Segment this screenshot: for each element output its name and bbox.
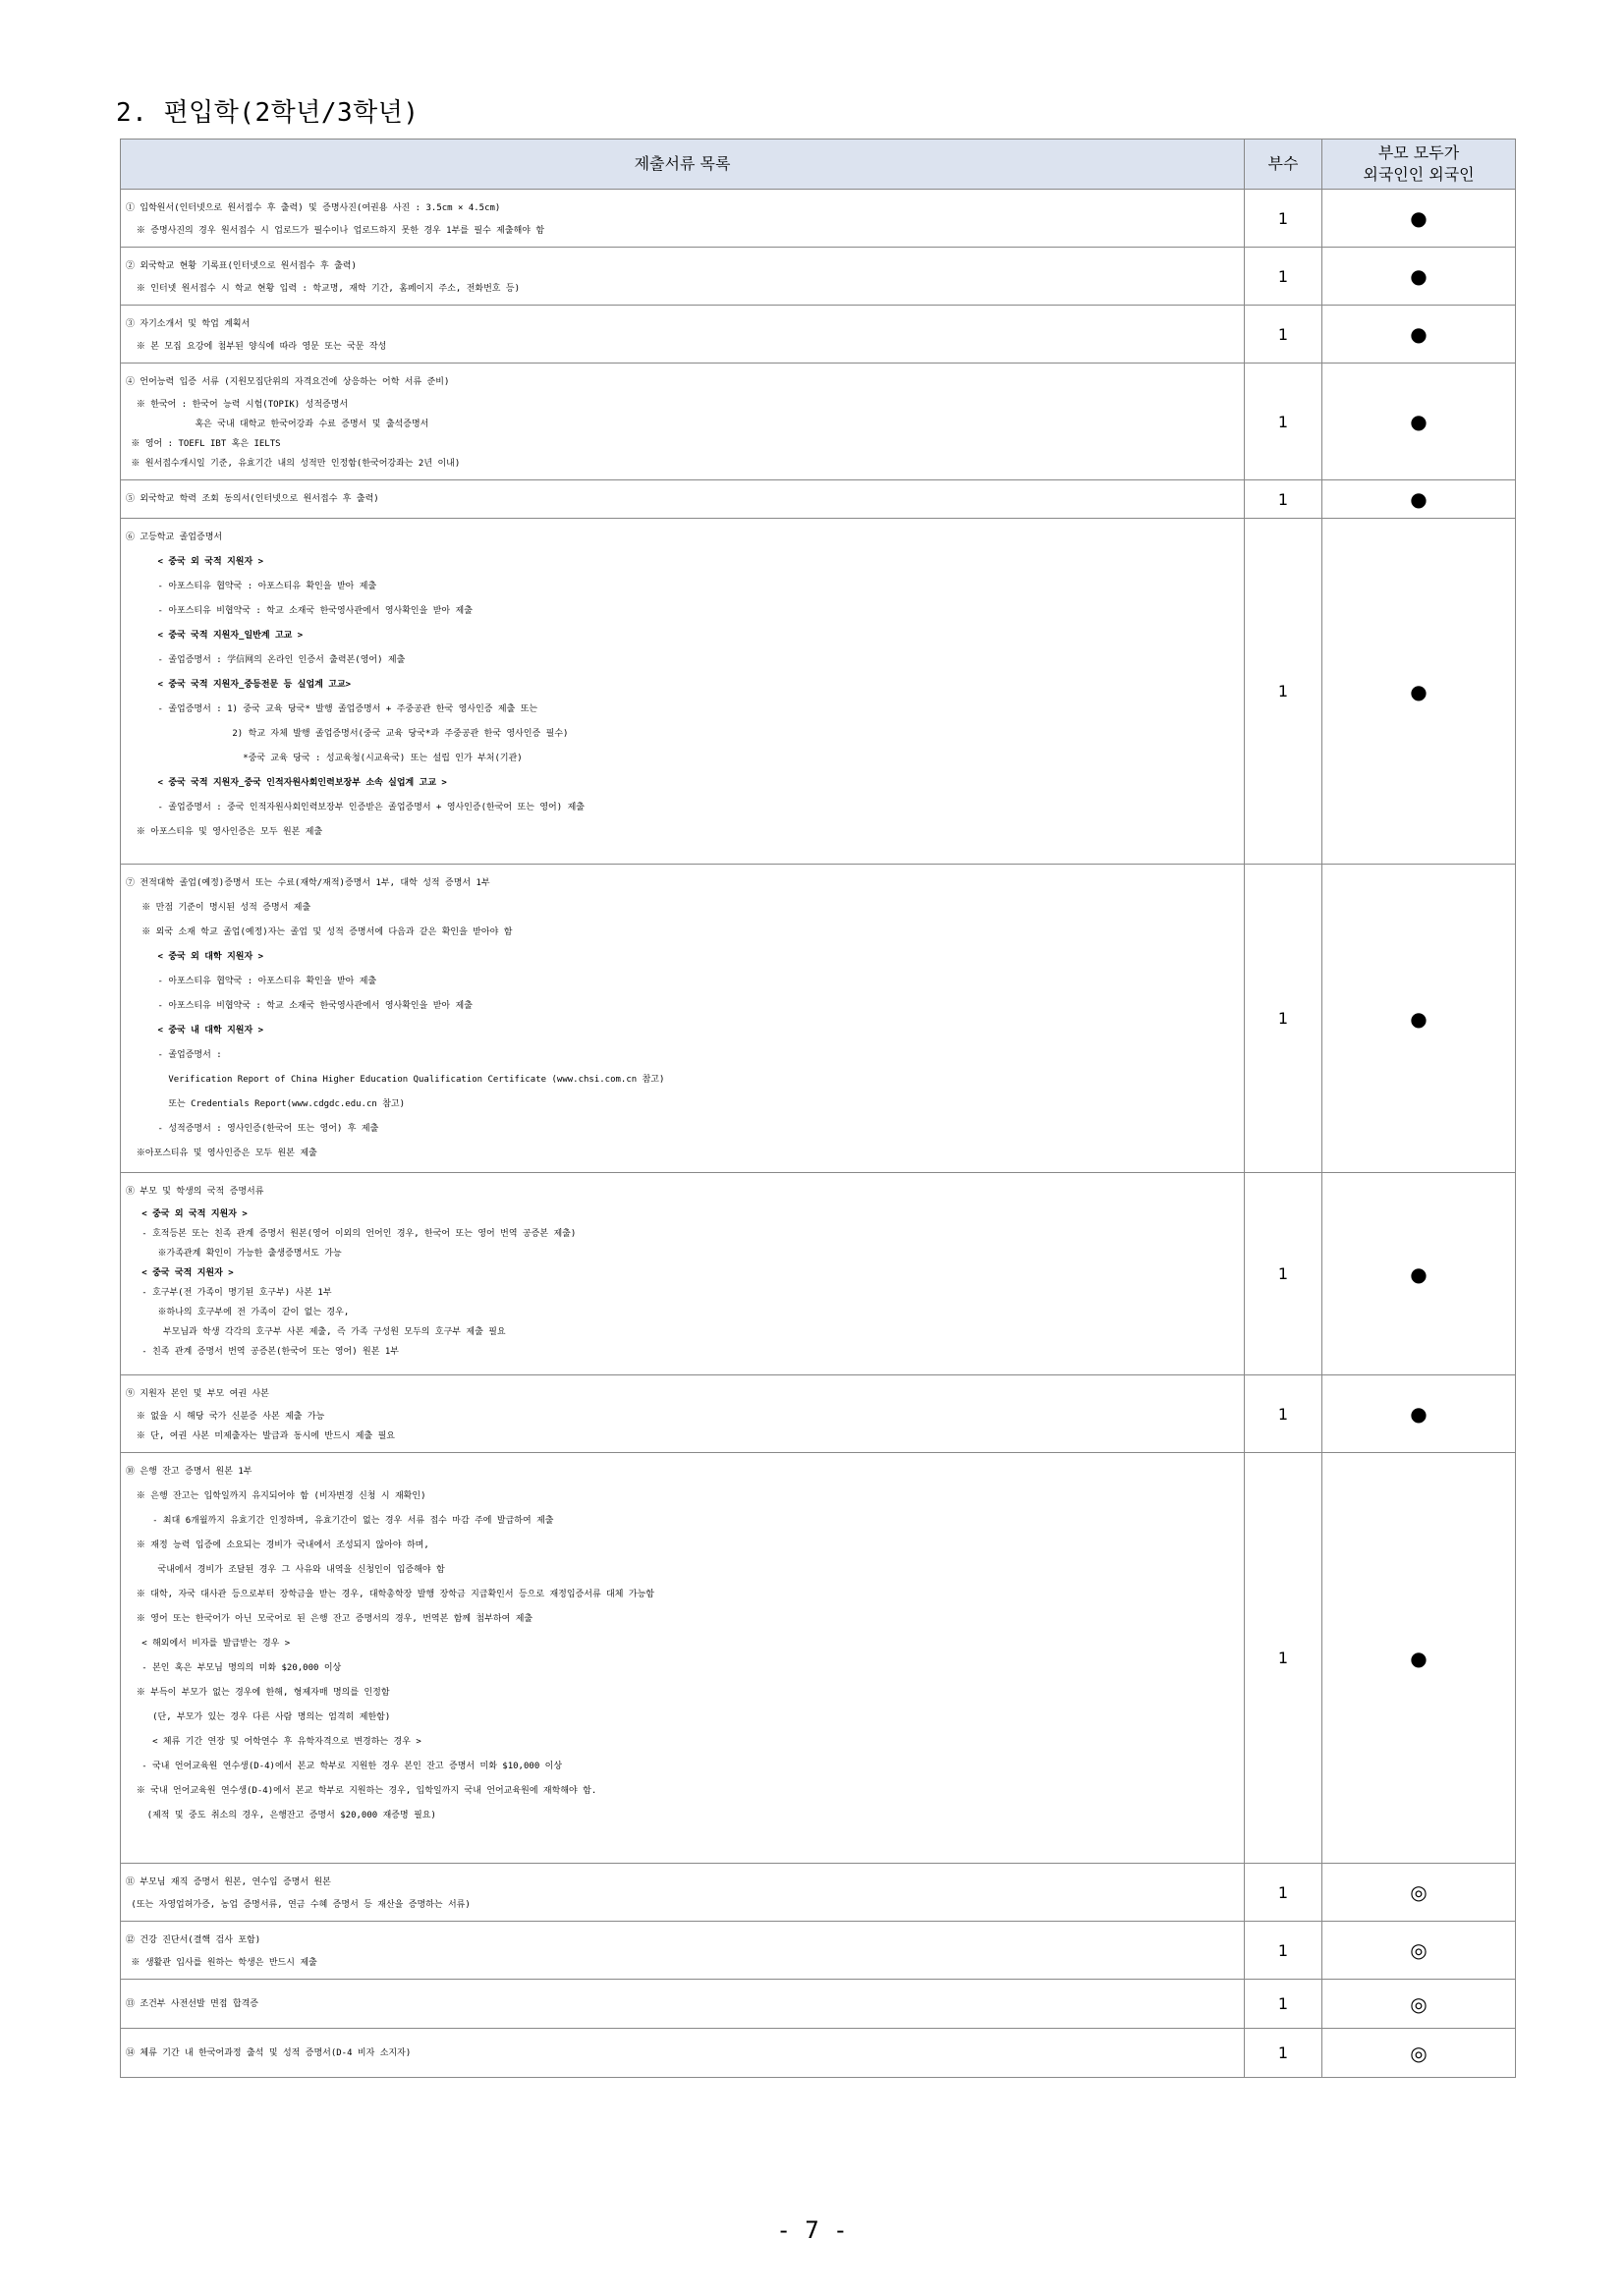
- document-note: ※ 증명사진의 경우 원서접수 시 업로드가 필수이나 업로드하지 못한 경우 1부를 필수 제출해야 함: [126, 226, 545, 236]
- document-title: ⑭ 체류 기간 내 한국어과정 출석 및 성적 증명서(D-4 비자 소지자): [126, 2047, 412, 2058]
- document-note: - 호구부(전 가족이 명기된 호구부) 사본 1부: [126, 1288, 332, 1298]
- table-row: [121, 248, 1516, 306]
- document-note: ※ 없을 시 해당 국가 신분증 사본 제출 가능: [126, 1412, 325, 1422]
- document-title: ⑨ 지원자 본인 및 부모 여권 사본: [126, 1389, 269, 1399]
- table-row: [121, 865, 1516, 1173]
- document-note: 혹은 국내 대학교 한국어강좌 수료 증명서 및 출석증명서: [126, 420, 429, 429]
- document-note: - 졸업증명서 : 1) 중국 교육 당국* 발행 졸업증명서 + 주중공관 한국 영사인증 제출 또는: [126, 704, 538, 714]
- document-title: ⑬ 조건부 사전선발 면접 합격증: [126, 1998, 259, 2009]
- document-note: (제적 및 중도 취소의 경우, 은행잔고 증명서 $20,000 재증명 필요): [126, 1811, 436, 1820]
- document-cell: [121, 306, 1245, 364]
- count-cell: 1: [1245, 1453, 1322, 1864]
- count-cell: 1: [1245, 1173, 1322, 1375]
- document-note: 2) 학교 자체 발행 졸업증명서(중국 교육 당국*과 주중공관 한국 영사인증 필수): [126, 729, 569, 739]
- document-note: - 아포스티유 협약국 : 아포스티유 확인을 받아 제출: [126, 977, 377, 986]
- table-row: [121, 364, 1516, 480]
- table-row: [121, 480, 1516, 519]
- document-note: ※ 원서접수개시일 기준, 유효기간 내의 성적만 인정함(한국어강좌는 2년 이내): [126, 459, 461, 469]
- count-cell: 1: [1245, 480, 1322, 519]
- document-cell: [121, 1864, 1245, 1922]
- document-cell: [121, 1980, 1245, 2029]
- document-note: ※ 만점 기준이 명시된 성적 증명서 제출: [126, 903, 311, 913]
- document-note: (단, 부모가 있는 경우 다른 사람 명의는 엄격히 제한함): [126, 1712, 391, 1722]
- document-note: < 중국 외 국적 지원자 >: [126, 1209, 248, 1219]
- document-title: ③ 자기소개서 및 학업 계획서: [126, 319, 251, 329]
- document-cell: [121, 190, 1245, 248]
- table-row: [121, 1453, 1516, 1864]
- document-note: < 해외에서 비자를 발급받는 경우 >: [126, 1639, 291, 1649]
- document-note: ※ 외국 소재 학교 졸업(예정)자는 졸업 및 성적 증명서에 다음과 같은 확인을 받아야 함: [126, 927, 513, 937]
- required-mark-icon: ●: [1322, 1375, 1516, 1453]
- table-row: [121, 1864, 1516, 1922]
- document-title: ④ 언어능력 입증 서류 (지원모집단위의 자격요건에 상응하는 어학 서류 준비): [126, 377, 450, 387]
- table-row: [121, 1375, 1516, 1453]
- document-title: ⑫ 건강 진단서(결핵 검사 포함): [126, 1935, 261, 1945]
- document-note: *중국 교육 당국 : 성교육청(시교육국) 또는 설립 인가 부처(기관): [126, 754, 523, 763]
- document-cell: [121, 364, 1245, 480]
- document-note: (또는 자영업허가증, 농업 증명서류, 연금 수혜 증명서 등 재산을 증명하는 서류): [126, 1900, 471, 1910]
- count-cell: 1: [1245, 248, 1322, 306]
- required-mark-icon: ●: [1322, 865, 1516, 1173]
- document-note: < 중국 내 대학 지원자 >: [126, 1026, 263, 1036]
- page-number: - 7 -: [776, 2216, 848, 2244]
- document-note: - 친족 관계 증명서 번역 공증본(한국어 또는 영어) 원본 1부: [126, 1347, 399, 1357]
- document-note: - 본인 혹은 부모님 명의의 미화 $20,000 이상: [126, 1663, 342, 1673]
- document-note: ※ 영어 : TOEFL IBT 혹은 IELTS: [126, 439, 281, 449]
- document-note: ※ 부득이 부모가 없는 경우에 한해, 형제자매 명의를 인정함: [126, 1688, 390, 1698]
- document-cell: [121, 2029, 1245, 2078]
- document-cell: [121, 519, 1245, 865]
- document-title: ⑤ 외국학교 학력 조회 동의서(인터넷으로 원서접수 후 출력): [126, 494, 379, 504]
- optional-mark-icon: ◎: [1322, 1922, 1516, 1980]
- document-note: - 졸업증명서 : 学信网의 온라인 인증서 출력본(영어) 제출: [126, 655, 406, 665]
- count-cell: 1: [1245, 1864, 1322, 1922]
- document-title: ① 입학원서(인터넷으로 원서접수 후 출력) 및 증명사진(여권용 사진 : 3.5cm × 4.5cm): [126, 203, 501, 213]
- document-note: - 아포스티유 비협약국 : 학교 소재국 한국영사관에서 영사확인을 받아 제출: [126, 606, 473, 616]
- document-note: < 체류 기간 연장 및 어학연수 후 유학자격으로 변경하는 경우 >: [126, 1737, 421, 1747]
- document-note: - 성적증명서 : 영사인증(한국어 또는 영어) 후 제출: [126, 1124, 379, 1134]
- document-cell: [121, 1375, 1245, 1453]
- table-header-row: [121, 140, 1516, 190]
- document-note: ※ 아포스티유 및 영사인증은 모두 원본 제출: [126, 827, 323, 837]
- optional-mark-icon: ◎: [1322, 2029, 1516, 2078]
- document-note: ※하나의 호구부에 전 가족이 같이 없는 경우,: [126, 1308, 350, 1317]
- document-note: < 중국 국적 지원자_중국 인적자원사회인력보장부 소속 실업계 고교 >: [126, 778, 447, 788]
- document-title: ② 외국학교 현황 기록표(인터넷으로 원서접수 후 출력): [126, 261, 357, 271]
- required-mark-icon: ●: [1322, 1453, 1516, 1864]
- document-cell: [121, 1173, 1245, 1375]
- document-note: < 중국 외 대학 지원자 >: [126, 952, 263, 962]
- required-mark-icon: ●: [1322, 248, 1516, 306]
- document-note: - 아포스티유 비협약국 : 학교 소재국 한국영사관에서 영사확인을 받아 제출: [126, 1001, 473, 1011]
- document-note: ※ 한국어 : 한국어 능력 시험(TOPIK) 성적증명서: [126, 400, 349, 410]
- document-note: 국내에서 경비가 조달된 경우 그 사유와 내역을 신청인이 입증해야 함: [126, 1565, 445, 1575]
- document-note: ※ 본 모집 요강에 첨부된 양식에 따라 영문 또는 국문 작성: [126, 342, 387, 352]
- document-note: ※ 인터넷 원서접수 시 학교 현황 입력 : 학교명, 재학 기간, 홈페이지 주소, 전화번호 등): [126, 284, 520, 294]
- header-foreign-line1: 부모 모두가: [1377, 143, 1460, 162]
- table-row: [121, 1922, 1516, 1980]
- required-mark-icon: ●: [1322, 519, 1516, 865]
- document-note: ※ 영어 또는 한국어가 아닌 모국어로 된 은행 잔고 증명서의 경우, 번역본 함께 첨부하여 제출: [126, 1614, 533, 1624]
- optional-mark-icon: ◎: [1322, 1864, 1516, 1922]
- section-title: 2. 편입학(2학년/3학년): [116, 98, 420, 128]
- document-title: ⑦ 전적대학 졸업(예정)증명서 또는 수료(재학/재적)증명서 1부, 대학 성적 증명서 1부: [126, 878, 490, 888]
- document-note: ※ 은행 잔고는 입학일까지 유지되어야 함 (비자변경 신청 시 재확인): [126, 1491, 426, 1501]
- document-note: < 중국 국적 지원자_일반계 고교 >: [126, 631, 304, 641]
- count-cell: 1: [1245, 1980, 1322, 2029]
- document-cell: [121, 1453, 1245, 1864]
- document-note: < 중국 국적 지원자 >: [126, 1268, 234, 1278]
- header-docs: 제출서류 목록: [121, 140, 1245, 190]
- table-row: [121, 1980, 1516, 2029]
- document-note: - 아포스티유 협약국 : 아포스티유 확인을 받아 제출: [126, 582, 377, 591]
- document-note: ※가족관계 확인이 가능한 출생증명서도 가능: [126, 1249, 342, 1259]
- table-row: [121, 306, 1516, 364]
- table-row: [121, 190, 1516, 248]
- documents-table: [120, 139, 1516, 2078]
- required-mark-icon: ●: [1322, 306, 1516, 364]
- document-cell: [121, 865, 1245, 1173]
- document-note: ※ 생활관 입사를 원하는 학생은 반드시 제출: [126, 1958, 317, 1968]
- document-title: ⑪ 부모님 재직 증명서 원본, 연수입 증명서 원본: [126, 1877, 331, 1887]
- document-note: < 중국 외 국적 지원자 >: [126, 557, 263, 567]
- count-cell: 1: [1245, 190, 1322, 248]
- optional-mark-icon: ◎: [1322, 1980, 1516, 2029]
- document-title: ⑧ 부모 및 학생의 국적 증명서류: [126, 1187, 264, 1197]
- count-cell: 1: [1245, 1375, 1322, 1453]
- document-note: - 졸업증명서 :: [126, 1050, 222, 1060]
- count-cell: 1: [1245, 306, 1322, 364]
- document-cell: [121, 1922, 1245, 1980]
- document-note: < 중국 국적 지원자_중등전문 등 실업계 고교>: [126, 680, 352, 690]
- document-note: - 최대 6개월까지 유효기간 인정하며, 유효기간이 없는 경우 서류 접수 마감 주에 발급하여 제출: [126, 1516, 554, 1526]
- document-note: ※ 재정 능력 입증에 소요되는 경비가 국내에서 조성되지 않아야 하며,: [126, 1540, 429, 1550]
- count-cell: 1: [1245, 364, 1322, 480]
- document-note: ※ 국내 언어교육원 연수생(D-4)에서 본교 학부로 지원하는 경우, 입학일까지 국내 언어교육원에 재학해야 함.: [126, 1786, 597, 1796]
- required-mark-icon: ●: [1322, 1173, 1516, 1375]
- count-cell: 1: [1245, 519, 1322, 865]
- document-note: - 호적등본 또는 친족 관계 증명서 원본(영어 이외의 언어인 경우, 한국어 또는 영어 번역 공증본 제출): [126, 1229, 577, 1239]
- document-note: Verification Report of China Higher Education Qualification Certificate (www.chsi.com.cn 참고): [126, 1075, 665, 1085]
- count-cell: 1: [1245, 2029, 1322, 2078]
- table-row: [121, 519, 1516, 865]
- required-mark-icon: ●: [1322, 364, 1516, 480]
- document-note: - 국내 언어교육원 연수생(D-4)에서 본교 학부로 지원한 경우 본인 잔고 증명서 미화 $10,000 이상: [126, 1762, 563, 1771]
- table-row: [121, 2029, 1516, 2078]
- count-cell: 1: [1245, 1922, 1322, 1980]
- header-count: 부수: [1245, 140, 1322, 190]
- document-title: ⑥ 고등학교 졸업증명서: [126, 532, 223, 542]
- header-foreign: [1322, 140, 1516, 190]
- document-cell: [121, 248, 1245, 306]
- document-note: 부모님과 학생 각각의 호구부 사본 제출, 즉 가족 구성원 모두의 호구부 제출 필요: [126, 1327, 506, 1337]
- required-mark-icon: ●: [1322, 190, 1516, 248]
- document-note: ※ 대학, 자국 대사관 등으로부터 장학금을 받는 경우, 대학총학장 발행 장학금 지급확인서 등으로 재정입증서류 대체 가능함: [126, 1590, 654, 1599]
- document-note: 또는 Credentials Report(www.cdgdc.edu.cn 참고): [126, 1099, 406, 1109]
- header-foreign-line2: 외국인인 외국인: [1363, 165, 1475, 184]
- document-cell: [121, 480, 1245, 519]
- document-title: ⑩ 은행 잔고 증명서 원본 1부: [126, 1467, 252, 1477]
- document-note: - 졸업증명서 : 중국 인적자원사회인력보장부 인증받은 졸업증명서 + 영사인증(한국어 또는 영어) 제출: [126, 803, 585, 812]
- document-note: ※ 단, 여권 사본 미제출자는 발급과 동시에 반드시 제출 필요: [126, 1431, 395, 1441]
- required-mark-icon: ●: [1322, 480, 1516, 519]
- document-note: ※아포스티유 및 영사인증은 모두 원본 제출: [126, 1148, 317, 1158]
- count-cell: 1: [1245, 865, 1322, 1173]
- table-row: [121, 1173, 1516, 1375]
